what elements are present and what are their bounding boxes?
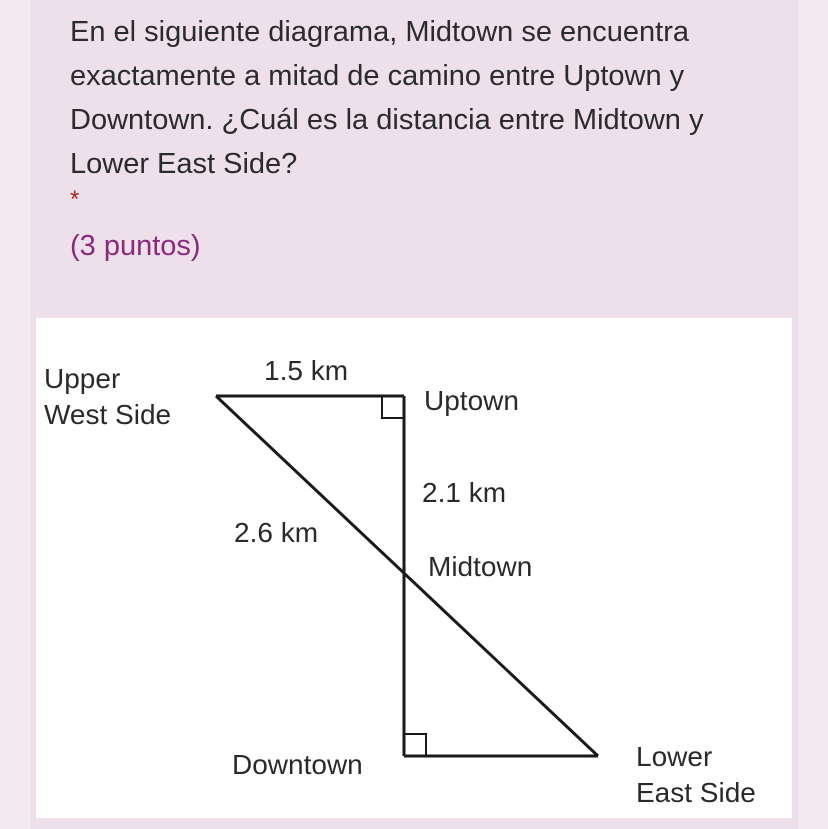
label-upper-west-line2: West Side — [44, 399, 172, 430]
label-upper-west-line1: Upper — [44, 363, 121, 394]
question-text: En el siguiente diagrama, Midtown se encuentra exactamente a mitad de camino entre Uptown y Downtown. ¿Cuál es la distancia entre Midtown y Lower East Side? — [70, 16, 704, 180]
label-midtown: Midtown — [428, 551, 533, 582]
right-angle-uptown — [382, 396, 404, 418]
diagram-figure — [36, 318, 792, 818]
label-downtown: Downtown — [232, 749, 363, 780]
required-asterisk: * — [70, 186, 80, 213]
label-distance-diagonal: 2.6 km — [234, 517, 319, 548]
label-lower-east-line2: East Side — [636, 777, 756, 808]
points-label: (3 puntos) — [70, 230, 201, 262]
label-uptown: Uptown — [424, 385, 519, 416]
segment-diagonal — [216, 396, 598, 756]
right-angle-downtown — [404, 734, 426, 756]
label-distance-top: 1.5 km — [264, 355, 349, 386]
label-lower-east-line1: Lower — [636, 741, 713, 772]
label-distance-vertical: 2.1 km — [422, 477, 507, 508]
